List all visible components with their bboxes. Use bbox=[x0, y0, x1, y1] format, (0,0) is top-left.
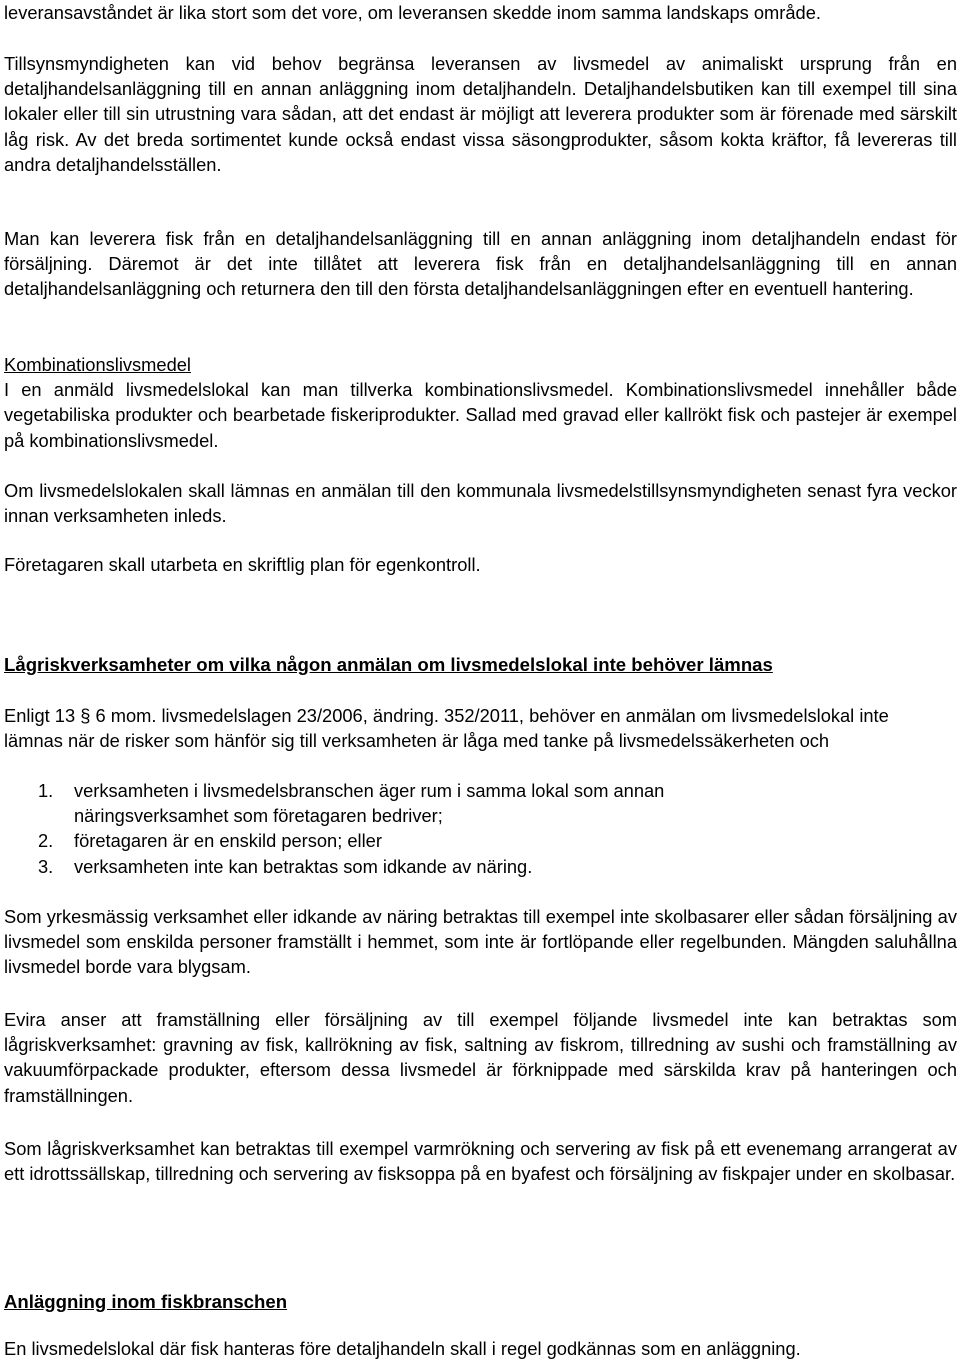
list-item-text: verksamheten i livsmedelsbranschen äger rum i samma lokal som annan näringsverksamhet som företagaren bedriver; bbox=[74, 780, 665, 827]
list-item-number: 3. bbox=[38, 855, 54, 877]
paragraph-evira-opinion: Evira anser att framställning eller försäljning av till exempel följande livsmedel inte kan betraktas som lågriskverksamhet: gravning av fisk, kallrökning av fisk, saltning av fiskrom, tillredning av sushi och framställning av vakuumförpackade produkter, eftersom dessa livsmedel är förknippade med särskilda krav på hanteringen och framställningen. bbox=[4, 1009, 957, 1106]
list-item bbox=[4, 854, 794, 879]
paragraph-food-act-reference: Enligt 13 § 6 mom. livsmedelslagen 23/2006, ändring. 352/2011, behöver en anmälan om livsmedelslokal inte lämnas när de risker som hänför sig till verksamheten är låga med tanke på livsmedelssäkerheten och bbox=[4, 705, 889, 752]
section-combination-foods bbox=[4, 352, 957, 453]
paragraph-supervisory-authority: Tillsynsmyndigheten kan vid behov begränsa leveransen av livsmedel av animaliskt ursprung från en detaljhandelsanläggning till en annan anläggning inom detaljhandeln. Detaljhandelsbutiken kan till exempel till sina lokaler eller till sin utrustning vara sådan, att det endast är möjligt att leverera produkter som är förenade med särskilt låg risk. Av det breda sortimentet kunde också endast vissa säsongprodukter, såsom kokta kräftor, få levereras till andra detaljhandelsställen. bbox=[4, 53, 957, 175]
combination-foods-body: I en anmäld livsmedelslokal kan man tillverka kombinationslivsmedel. Kombinationslivsmedel innehåller både vegetabiliska produkter och bearbetade fiskeriprodukter. Sallad med gravad eller kallrökt fisk och pastejer är exempel på kombinationslivsmedel. bbox=[4, 379, 957, 451]
combination-foods-title: Kombinationslivsmedel bbox=[4, 354, 191, 375]
list-item bbox=[4, 828, 794, 853]
list-item-number: 2. bbox=[38, 830, 54, 852]
list-item-number: 1. bbox=[38, 780, 54, 801]
conditions-list bbox=[4, 778, 957, 879]
paragraph-delivery-distance: leveransavståndet är lika stort som det vore, om leveransen skedde inom samma landskaps område. bbox=[4, 2, 821, 23]
paragraph-fish-delivery: Man kan leverera fisk från en detaljhandelsanläggning till en annan anläggning inom detaljhandeln endast för försäljning. Däremot är det inte tillåtet att leverera fisk från en detaljhandelsanläggning till en annan detaljhandelsanläggning och returnera den till den första detaljhandelsanläggningen efter en eventuell hantering. bbox=[4, 228, 957, 300]
paragraph-facility-approval: En livsmedelslokal där fisk hanteras före detaljhandeln skall i regel godkännas som en anläggning. bbox=[4, 1338, 801, 1359]
paragraph-self-monitoring-plan: Företagaren skall utarbeta en skriftlig plan för egenkontroll. bbox=[4, 554, 481, 575]
heading-fish-facility: Anläggning inom fiskbranschen bbox=[4, 1291, 288, 1312]
list-item bbox=[4, 778, 794, 828]
paragraph-professional-activity: Som yrkesmässig verksamhet eller idkande av näring betraktas till exempel inte skolbasarer eller sådan försäljning av livsmedel som enskilda personer framställt i hemmet, som inte är fortlöpande eller regelbunden. Mängden saluhållna livsmedel borde vara blygsam. bbox=[4, 906, 957, 978]
heading-low-risk-activities: Lågriskverksamheter om vilka någon anmälan om livsmedelslokal inte behöver lämnas bbox=[4, 654, 773, 675]
list-item-text: företagaren är en enskild person; eller bbox=[74, 830, 382, 852]
paragraph-low-risk-examples: Som lågriskverksamhet kan betraktas till exempel varmrökning och servering av fisk på ett evenemang arrangerat av ett idrottssällskap, tillredning och servering av fisksoppa på en byafest och försäljning av fiskpajer under en skolbasar. bbox=[4, 1138, 957, 1185]
paragraph-notification: Om livsmedelslokalen skall lämnas en anmälan till den kommunala livsmedelstillsynsmyndigheten senast fyra veckor innan verksamheten inleds. bbox=[4, 480, 957, 527]
list-item-text: verksamheten inte kan betraktas som idkande av näring. bbox=[74, 855, 533, 877]
